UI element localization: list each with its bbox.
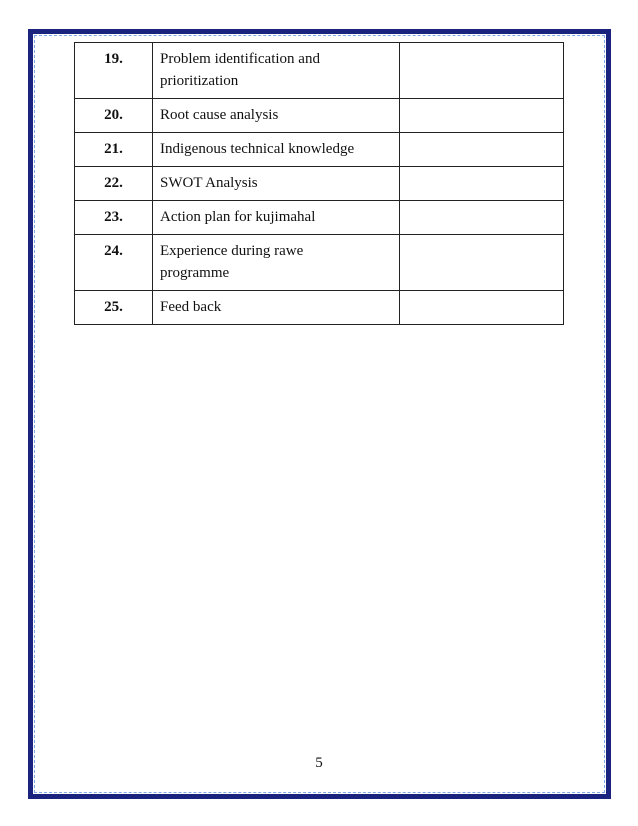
row-description — [153, 99, 400, 133]
row-description — [153, 235, 400, 291]
table-row — [75, 43, 564, 99]
row-value — [400, 235, 564, 291]
row-description — [153, 291, 400, 325]
row-value — [400, 99, 564, 133]
row-description — [153, 43, 400, 99]
row-description — [153, 133, 400, 167]
table-row — [75, 99, 564, 133]
row-number: 20. — [75, 99, 153, 133]
row-number: 24. — [75, 235, 153, 291]
row-description-line: programme — [160, 265, 230, 281]
row-description-line: Feed back — [160, 299, 222, 315]
row-number: 22. — [75, 167, 153, 201]
row-description-line: Action plan for kujimahal — [160, 209, 316, 225]
row-value — [400, 167, 564, 201]
row-description — [153, 201, 400, 235]
row-description-line: Root cause analysis — [160, 107, 279, 123]
table-row — [75, 235, 564, 291]
table-row — [75, 291, 564, 325]
row-description-line: prioritization — [160, 73, 239, 89]
row-value — [400, 133, 564, 167]
table-row — [75, 133, 564, 167]
row-number: 25. — [75, 291, 153, 325]
row-number: 23. — [75, 201, 153, 235]
row-value — [400, 291, 564, 325]
table-row — [75, 201, 564, 235]
row-description-line: SWOT Analysis — [160, 175, 258, 191]
row-value — [400, 201, 564, 235]
row-description-line: Problem identification and — [160, 51, 320, 67]
page-number: 5 — [315, 755, 323, 771]
row-number: 21. — [75, 133, 153, 167]
row-value — [400, 43, 564, 99]
row-description — [153, 167, 400, 201]
table-row — [75, 167, 564, 201]
row-description-line: Indigenous technical knowledge — [160, 141, 355, 157]
activity-table — [74, 42, 564, 325]
row-description-line: Experience during rawe — [160, 243, 304, 259]
row-number: 19. — [75, 43, 153, 99]
